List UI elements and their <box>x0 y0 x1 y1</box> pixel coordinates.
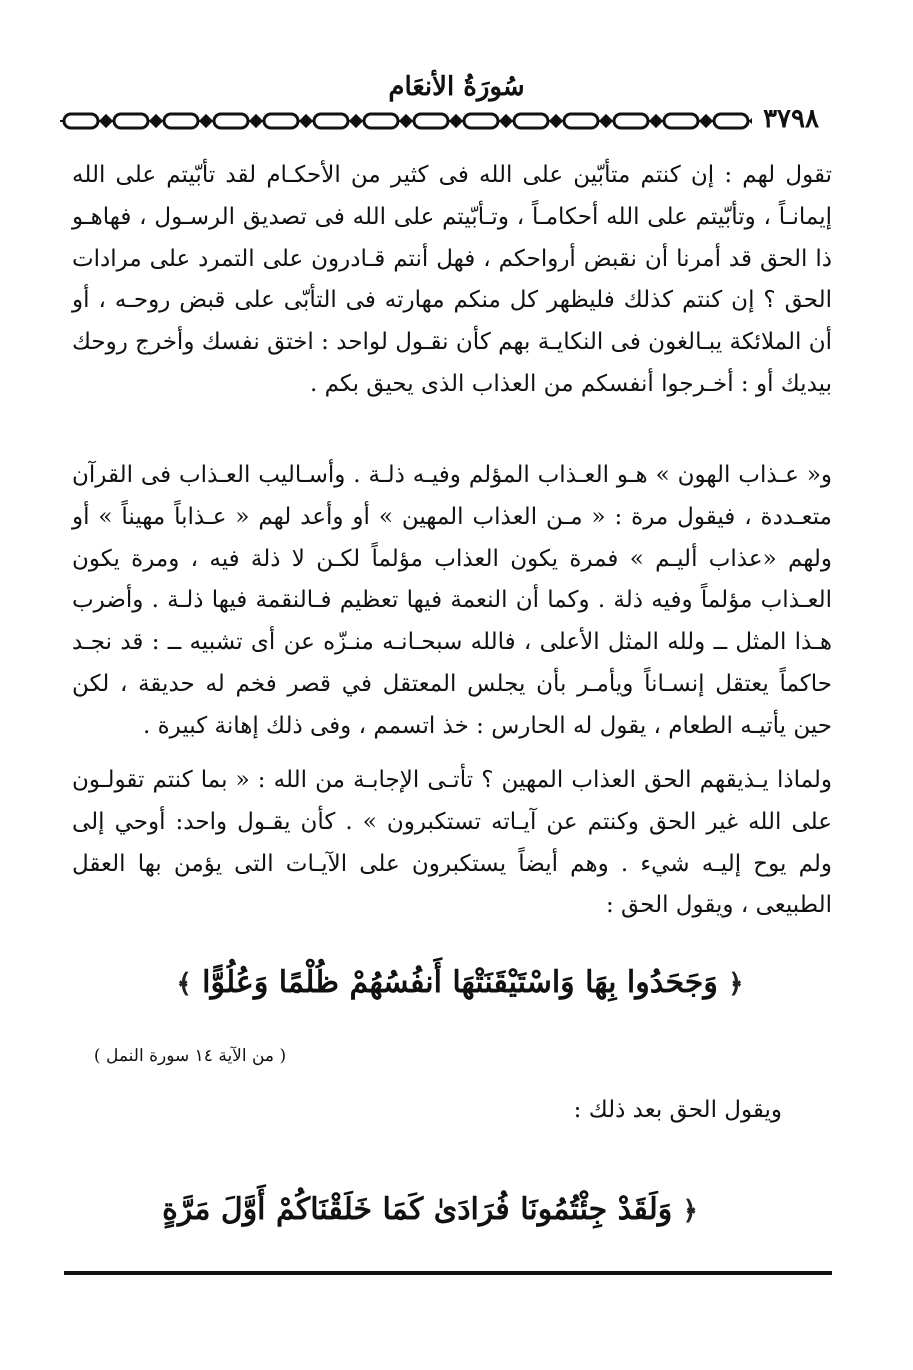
ornament-diamond <box>151 116 161 126</box>
verse-text: وَلَقَدْ جِئْتُمُونَا فُرَادَىٰ كَمَا خَلَقْنَاكُمْ أَوَّلَ مَرَّةٍ <box>162 1192 673 1227</box>
ornament-diamond <box>401 116 411 126</box>
ornament-diamond <box>201 116 211 126</box>
ornament-link <box>464 114 498 128</box>
ornament-link <box>64 114 98 128</box>
quran-verse-1 <box>110 965 810 1000</box>
ornament-link <box>564 114 598 128</box>
ornament-diamond <box>351 116 361 126</box>
ornament-link <box>664 114 698 128</box>
paragraph-text: و« عـذاب الهون » هـو العـذاب المؤلم وفيـه ذلـة . وأسـاليب العـذاب فى القرآن متعـددة ، فيقول مرة : « مـن العذاب المهين » أو وأعد لهم « عـذاباً مهيناً » أو ولهم «عذاب أليـم » فمرة يكون العذاب مؤلماً لكـن لا ذلة فيه ، ومرة يكون العـذاب مؤلماً وفيه ذلة . وكما أن النعمة فيها تعظيم فـالنقمة فيها ذلـة . وأضرب هـذا المثل ــ ولله المثل الأعلى ، فالله سبحـانـه منـزّه عن أى تشبيه ــ : قد نجـد حاكماً يعتقل إنسـاناً ويأمـر بأن يجلس المعتقل في قصر فخم له حديقة ، لكن حين يأتيـه الطعام ، يقول له الحارس : خذ اتسمم ، وفى ذلك إهانة كبيرة . <box>72 462 832 739</box>
ornament-link <box>264 114 298 128</box>
ornament-diamond <box>101 116 111 126</box>
paragraph-3 <box>72 760 832 927</box>
ornament-diamond <box>651 116 661 126</box>
ornament-link <box>614 114 648 128</box>
ornament-link <box>714 114 748 128</box>
verse-citation: ( من الآية ١٤ سورة النمل ) <box>93 1046 287 1066</box>
ornament-link <box>414 114 448 128</box>
ornament-link <box>214 114 248 128</box>
page-number: ٣٧٩٨ <box>752 104 830 134</box>
ornament-diamond <box>251 116 261 126</box>
verse-text: وَجَحَدُوا بِهَا وَاسْتَيْقَنَتْهَا أَنفُسُهُمْ ظُلْمًا وَعُلُوًّا <box>202 965 718 1000</box>
verse-open-bracket: ﴿ <box>682 1196 698 1226</box>
paragraph-1 <box>72 155 832 406</box>
ornament-link <box>164 114 198 128</box>
paragraph-text: تقول لهم : إن كنتم متأبّين على الله فى كثير من الأحكـام لقد تأبّيتم على الله إيمانـاً ، وتأبّيتم على الله أحكامـاً ، وتـأبّيتم على الله فى تصديق الرسـول ، فهاهـو ذا الحق قد أمرنا أن نقبض أرواحكم ، فهل أنتم قـادرون على التمرد على مرادات الحق ؟ إن كنتم كذلك فليظهر كل منكم مهارته فى التأبّى على قبض روحـه ، أو أن الملائكة يبـالغون فى النكايـة بهم كأن نقـول لواحد : اختق نفسك وأخرج روحك بيديك أو : أخـرجوا أنفسكم من العذاب الذى يحيق بكم . <box>72 162 832 397</box>
paragraph-2 <box>72 455 832 748</box>
surah-title: سُورَةُ الأنعَام <box>388 72 525 102</box>
ornament-diamond <box>551 116 561 126</box>
verse-intro-line: ويقول الحق بعد ذلك : <box>573 1097 782 1123</box>
ornament-diamond <box>501 116 511 126</box>
verse-open-bracket: ﴿ <box>728 969 744 999</box>
ornament-diamond <box>301 116 311 126</box>
ornament-diamond <box>601 116 611 126</box>
ornament-link <box>114 114 148 128</box>
header-ornament-border <box>60 110 800 132</box>
footer-rule <box>64 1271 832 1275</box>
ornament-diamond <box>451 116 461 126</box>
ornament-diamond <box>701 116 711 126</box>
ornament-link <box>314 114 348 128</box>
quran-verse-2 <box>150 1192 710 1227</box>
paragraph-text: ولماذا يـذيقهم الحق العذاب المهين ؟ تأتـى الإجابـة من الله : « بما كنتم تقولـون على الله غير الحق وكنتم عن آيـاته تستكبرون » . كأن يقـول واحد: أوحي إلى ولم يوح إليـه شيء . وهم أيضاً يستكبرون على الآيـات التى يؤمن بها العقل الطبيعى ، ويقول الحق : <box>72 767 832 919</box>
verse-close-bracket: ﴾ <box>176 969 192 999</box>
ornament-link <box>364 114 398 128</box>
ornament-link <box>514 114 548 128</box>
